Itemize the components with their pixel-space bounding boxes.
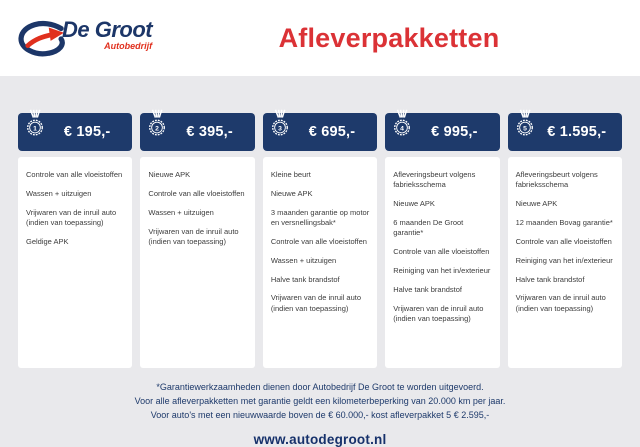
feature-item: Geldige APK — [26, 236, 69, 246]
feature-item: Nieuwe APK — [393, 199, 435, 209]
medal-icon — [25, 109, 45, 137]
medal-icon — [515, 109, 535, 137]
feature-item: Halve tank brandstof — [270, 274, 340, 284]
medal-icon — [147, 109, 167, 137]
package-price: € 195,- — [63, 124, 111, 140]
feature-item: Wassen + uitzuigen — [26, 188, 92, 198]
package-card-body — [508, 157, 622, 368]
medal-number: 5 — [522, 125, 527, 133]
feature-item: Reiniging van het in/exterieur — [515, 255, 613, 265]
packages-row — [18, 113, 622, 368]
feature-item: Vrijwaren van de inruil auto (indien van toepassing) — [393, 303, 484, 324]
feature-item: Controle van alle vloeistoffen — [515, 236, 612, 246]
package-card-header — [18, 113, 132, 151]
feature-item: Controle van alle vloeistoffen — [270, 236, 367, 246]
package-card — [385, 113, 499, 368]
logo-text — [62, 17, 152, 51]
package-card — [508, 113, 622, 368]
feature-item: Reiniging van het in/exterieur — [393, 266, 491, 276]
package-card-header — [508, 113, 622, 151]
medal-icon — [270, 109, 290, 137]
package-card-body — [18, 157, 132, 368]
medal-number: 3 — [277, 125, 282, 133]
feature-list — [148, 170, 246, 247]
feature-item: Vrijwaren van de inruil auto (indien van toepassing) — [148, 226, 239, 246]
package-price: € 1.595,- — [547, 124, 607, 140]
feature-item: Wassen + uitzuigen — [148, 207, 214, 217]
feature-item: Halve tank brandstof — [515, 274, 585, 284]
feature-item: Halve tank brandstof — [393, 284, 463, 294]
feature-item: Afleveringsbeurt volgens fabrieksschema — [515, 170, 598, 190]
package-price: € 995,- — [431, 124, 478, 140]
feature-list — [26, 170, 124, 247]
package-card — [140, 113, 254, 368]
package-price: € 395,- — [186, 124, 233, 140]
feature-item: Wassen + uitzuigen — [270, 255, 337, 265]
feature-item: 12 maanden Bovag garantie* — [515, 218, 613, 228]
package-card-body — [140, 157, 254, 368]
feature-item: Afleveringsbeurt volgens fabrieksschema — [393, 170, 476, 190]
package-card-header — [385, 113, 499, 151]
feature-item: Controle van alle vloeistoffen — [148, 188, 245, 198]
medal-icon — [392, 109, 412, 137]
medal-number: 1 — [33, 125, 37, 133]
page-title: Afleverpakketten — [278, 22, 500, 53]
medal-number: 4 — [400, 125, 405, 133]
feature-item: Controle van alle vloeistoffen — [393, 247, 490, 257]
feature-item: 3 maanden garantie op motor en versnellingsbak* — [270, 207, 370, 228]
feature-item: Vrijwaren van de inruil auto (indien van toepassing) — [270, 293, 361, 313]
feature-item: 6 maanden De Groot garantie* — [393, 218, 464, 238]
package-card-header — [140, 113, 254, 151]
logo-secondary-text: Autobedrijf — [104, 41, 153, 51]
footer-note-line: Voor alle afleverpakketten met garantie geldt een kilometerbeperking van 20.000 km per jaar. — [134, 395, 506, 406]
package-price: € 695,- — [308, 124, 356, 140]
footer-notes — [0, 381, 640, 423]
feature-item: Kleine beurt — [270, 170, 311, 179]
website-url: www.autodegroot.nl — [253, 431, 387, 447]
footer-note-line: Voor auto's met een nieuwwaarde boven de € 60.000,- kost afleverpakket 5 € 2.595,- — [150, 409, 490, 420]
package-card — [18, 113, 132, 368]
package-card-body — [263, 157, 377, 368]
logo-primary-text: De Groot — [62, 17, 153, 42]
company-logo — [16, 18, 168, 58]
package-card — [263, 113, 377, 368]
feature-item: Controle van alle vloeistoffen — [26, 170, 123, 179]
medal-number: 2 — [155, 125, 160, 133]
header — [0, 0, 640, 76]
feature-item: Nieuwe APK — [148, 170, 191, 179]
feature-list — [271, 170, 369, 314]
feature-list — [393, 170, 491, 324]
package-card-header — [263, 113, 377, 151]
package-card-body — [385, 157, 499, 368]
feature-list — [516, 170, 614, 314]
footer-note-line: *Garantiewerkzaamheden dienen door Autobedrijf De Groot te worden uitgevoerd. — [156, 382, 484, 392]
feature-item: Vrijwaren van de inruil auto (indien van toepassing) — [26, 207, 117, 228]
feature-item: Nieuwe APK — [515, 199, 558, 209]
feature-item: Nieuwe APK — [270, 188, 313, 198]
feature-item: Vrijwaren van de inruil auto (indien van toepassing) — [515, 293, 606, 313]
